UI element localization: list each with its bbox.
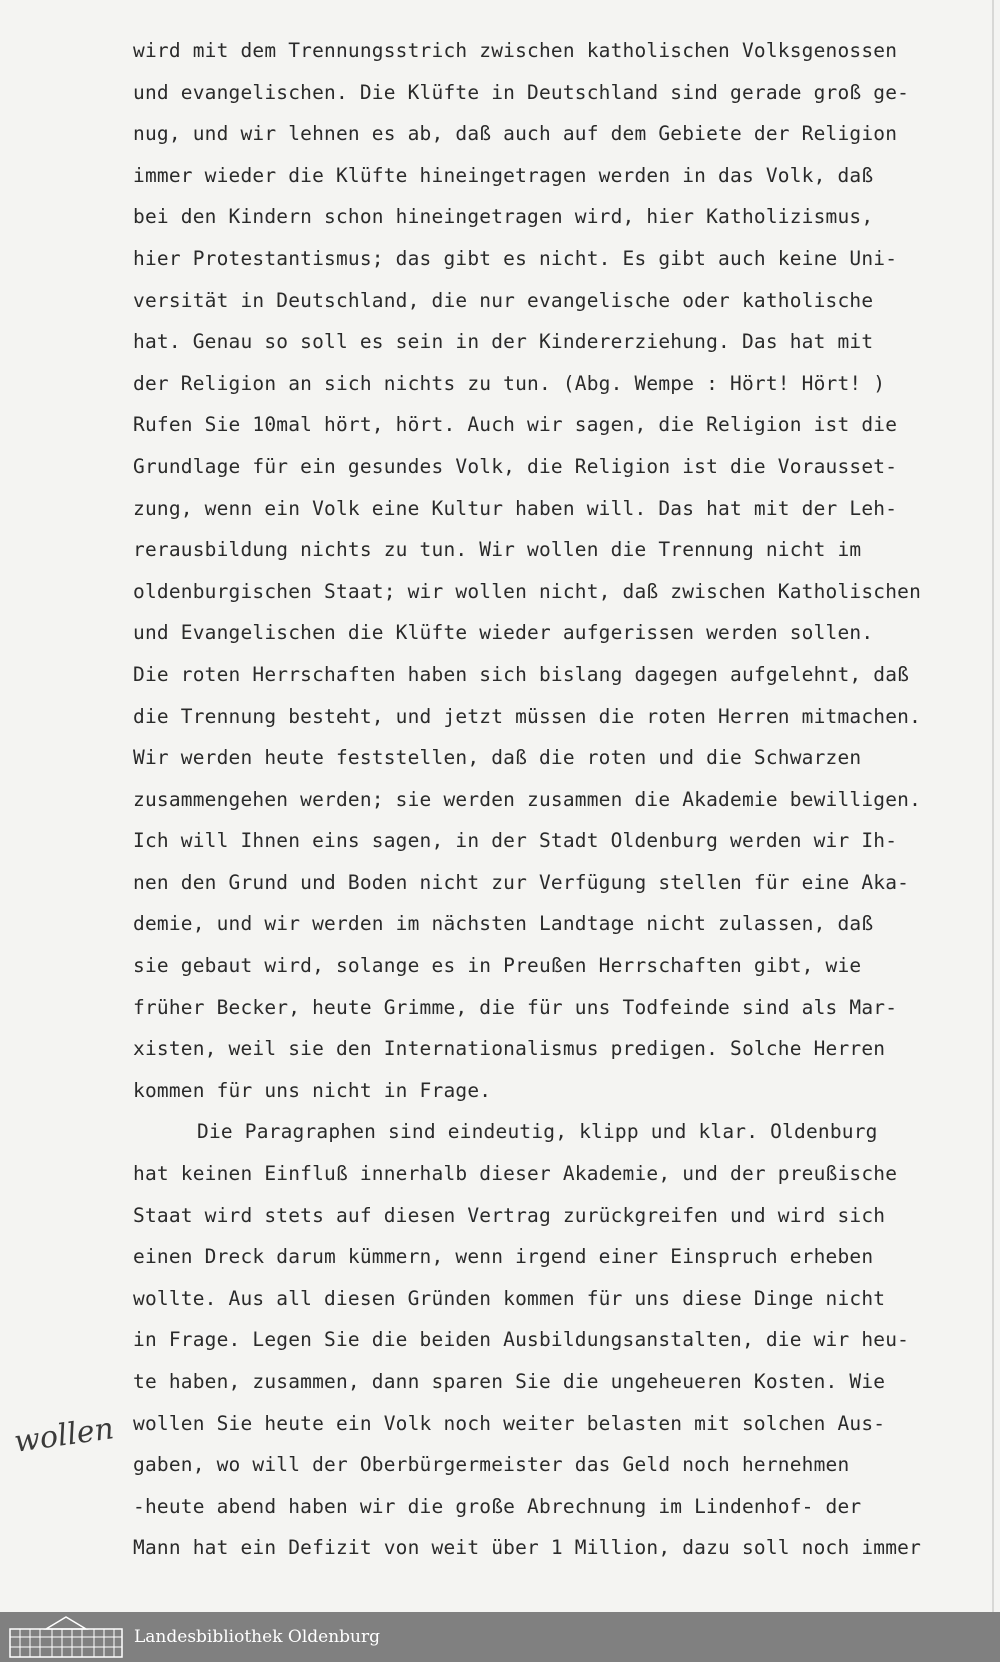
text-line: -heute abend haben wir die große Abrechnung im Lindenhof- der [133,1494,862,1518]
text-line: einen Dreck darum kümmern, wenn irgend einer Einspruch erheben [133,1245,874,1269]
text-line: und evangelischen. Die Klüfte in Deutschland sind gerade groß ge- [133,80,910,104]
text-line: der Religion an sich nichts zu tun. (Abg. Wempe : Hört! Hört! ) [133,371,886,395]
text-line: Mann hat ein Defizit von weit über 1 Million, dazu soll noch immer [133,1536,922,1560]
text-line: Staat wird stets auf diesen Vertrag zurückgreifen und wird sich [133,1203,886,1227]
typewritten-text [133,30,993,1569]
text-line: die Trennung besteht, und jetzt müssen die roten Herren mitmachen. [133,704,922,728]
text-line: hat keinen Einfluß innerhalb dieser Akademie, und der preußische [133,1162,898,1186]
library-building-logo [6,1615,126,1659]
text-line: bei den Kindern schon hineingetragen wird, hier Katholizismus, [133,205,874,229]
text-line: und Evangelischen die Klüfte wieder aufgerissen werden sollen. [133,621,874,645]
text-line: Grundlage für ein gesundes Volk, die Religion ist die Vorausset- [133,454,898,478]
handwritten-margin-note: wollen [12,1411,116,1460]
text-line: zung, wenn ein Volk eine Kultur haben will. Das hat mit der Leh- [133,496,898,520]
text-line: versität in Deutschland, die nur evangelische oder katholische [133,288,874,312]
text-line: Ich will Ihnen eins sagen, in der Stadt Oldenburg werden wir Ih- [133,829,898,853]
library-footer-bar [0,1612,1000,1662]
text-line: wird mit dem Trennungsstrich zwischen katholischen Volksgenossen [133,39,898,62]
text-line: Rufen Sie 10mal hört, hört. Auch wir sagen, die Religion ist die [133,413,898,437]
text-line: xisten, weil sie den Internationalismus predigen. Solche Herren [133,1037,886,1061]
text-line: Wir werden heute feststellen, daß die roten und die Schwarzen [133,746,862,770]
text-line: wollen Sie heute ein Volk noch weiter belasten mit solchen Aus- [133,1411,886,1435]
text-line: immer wieder die Klüfte hineingetragen werden in das Volk, daß [133,163,874,187]
text-line: zusammengehen werden; sie werden zusammen die Akademie bewilligen. [133,787,922,811]
text-line: gaben, wo will der Oberbürgermeister das Geld noch hernehmen [133,1453,850,1477]
footer-label: Landesbibliothek Oldenburg [134,1627,381,1647]
text-line: Die roten Herrschaften haben sich bislang dagegen aufgelehnt, daß [133,662,910,686]
text-line: demie, und wir werden im nächsten Landtage nicht zulassen, daß [133,912,874,936]
text-line: hier Protestantismus; das gibt es nicht. Es gibt auch keine Uni- [133,246,898,270]
text-line: rerausbildung nichts zu tun. Wir wollen die Trennung nicht im [133,538,862,562]
text-line: kommen für uns nicht in Frage. [133,1078,492,1102]
text-line: wollte. Aus all diesen Gründen kommen für uns diese Dinge nicht [133,1286,886,1310]
text-line: Die Paragraphen sind eindeutig, klipp und klar. Oldenburg [197,1120,878,1144]
text-line: sie gebaut wird, solange es in Preußen Herrschaften gibt, wie [133,954,862,978]
text-line: nug, und wir lehnen es ab, daß auch auf dem Gebiete der Religion [133,122,898,146]
text-line: oldenburgischen Staat; wir wollen nicht, daß zwischen Katholischen [133,579,922,603]
text-line: nen den Grund und Boden nicht zur Verfügung stellen für eine Aka- [133,870,910,894]
text-line: in Frage. Legen Sie die beiden Ausbildungsanstalten, die wir heu- [133,1328,910,1352]
text-line: früher Becker, heute Grimme, die für uns Todfeinde sind als Mar- [133,995,898,1019]
text-line: te haben, zusammen, dann sparen Sie die ungeheueren Kosten. Wie [133,1370,886,1393]
text-line: hat. Genau so soll es sein in der Kindererziehung. Das hat mit [133,330,874,354]
